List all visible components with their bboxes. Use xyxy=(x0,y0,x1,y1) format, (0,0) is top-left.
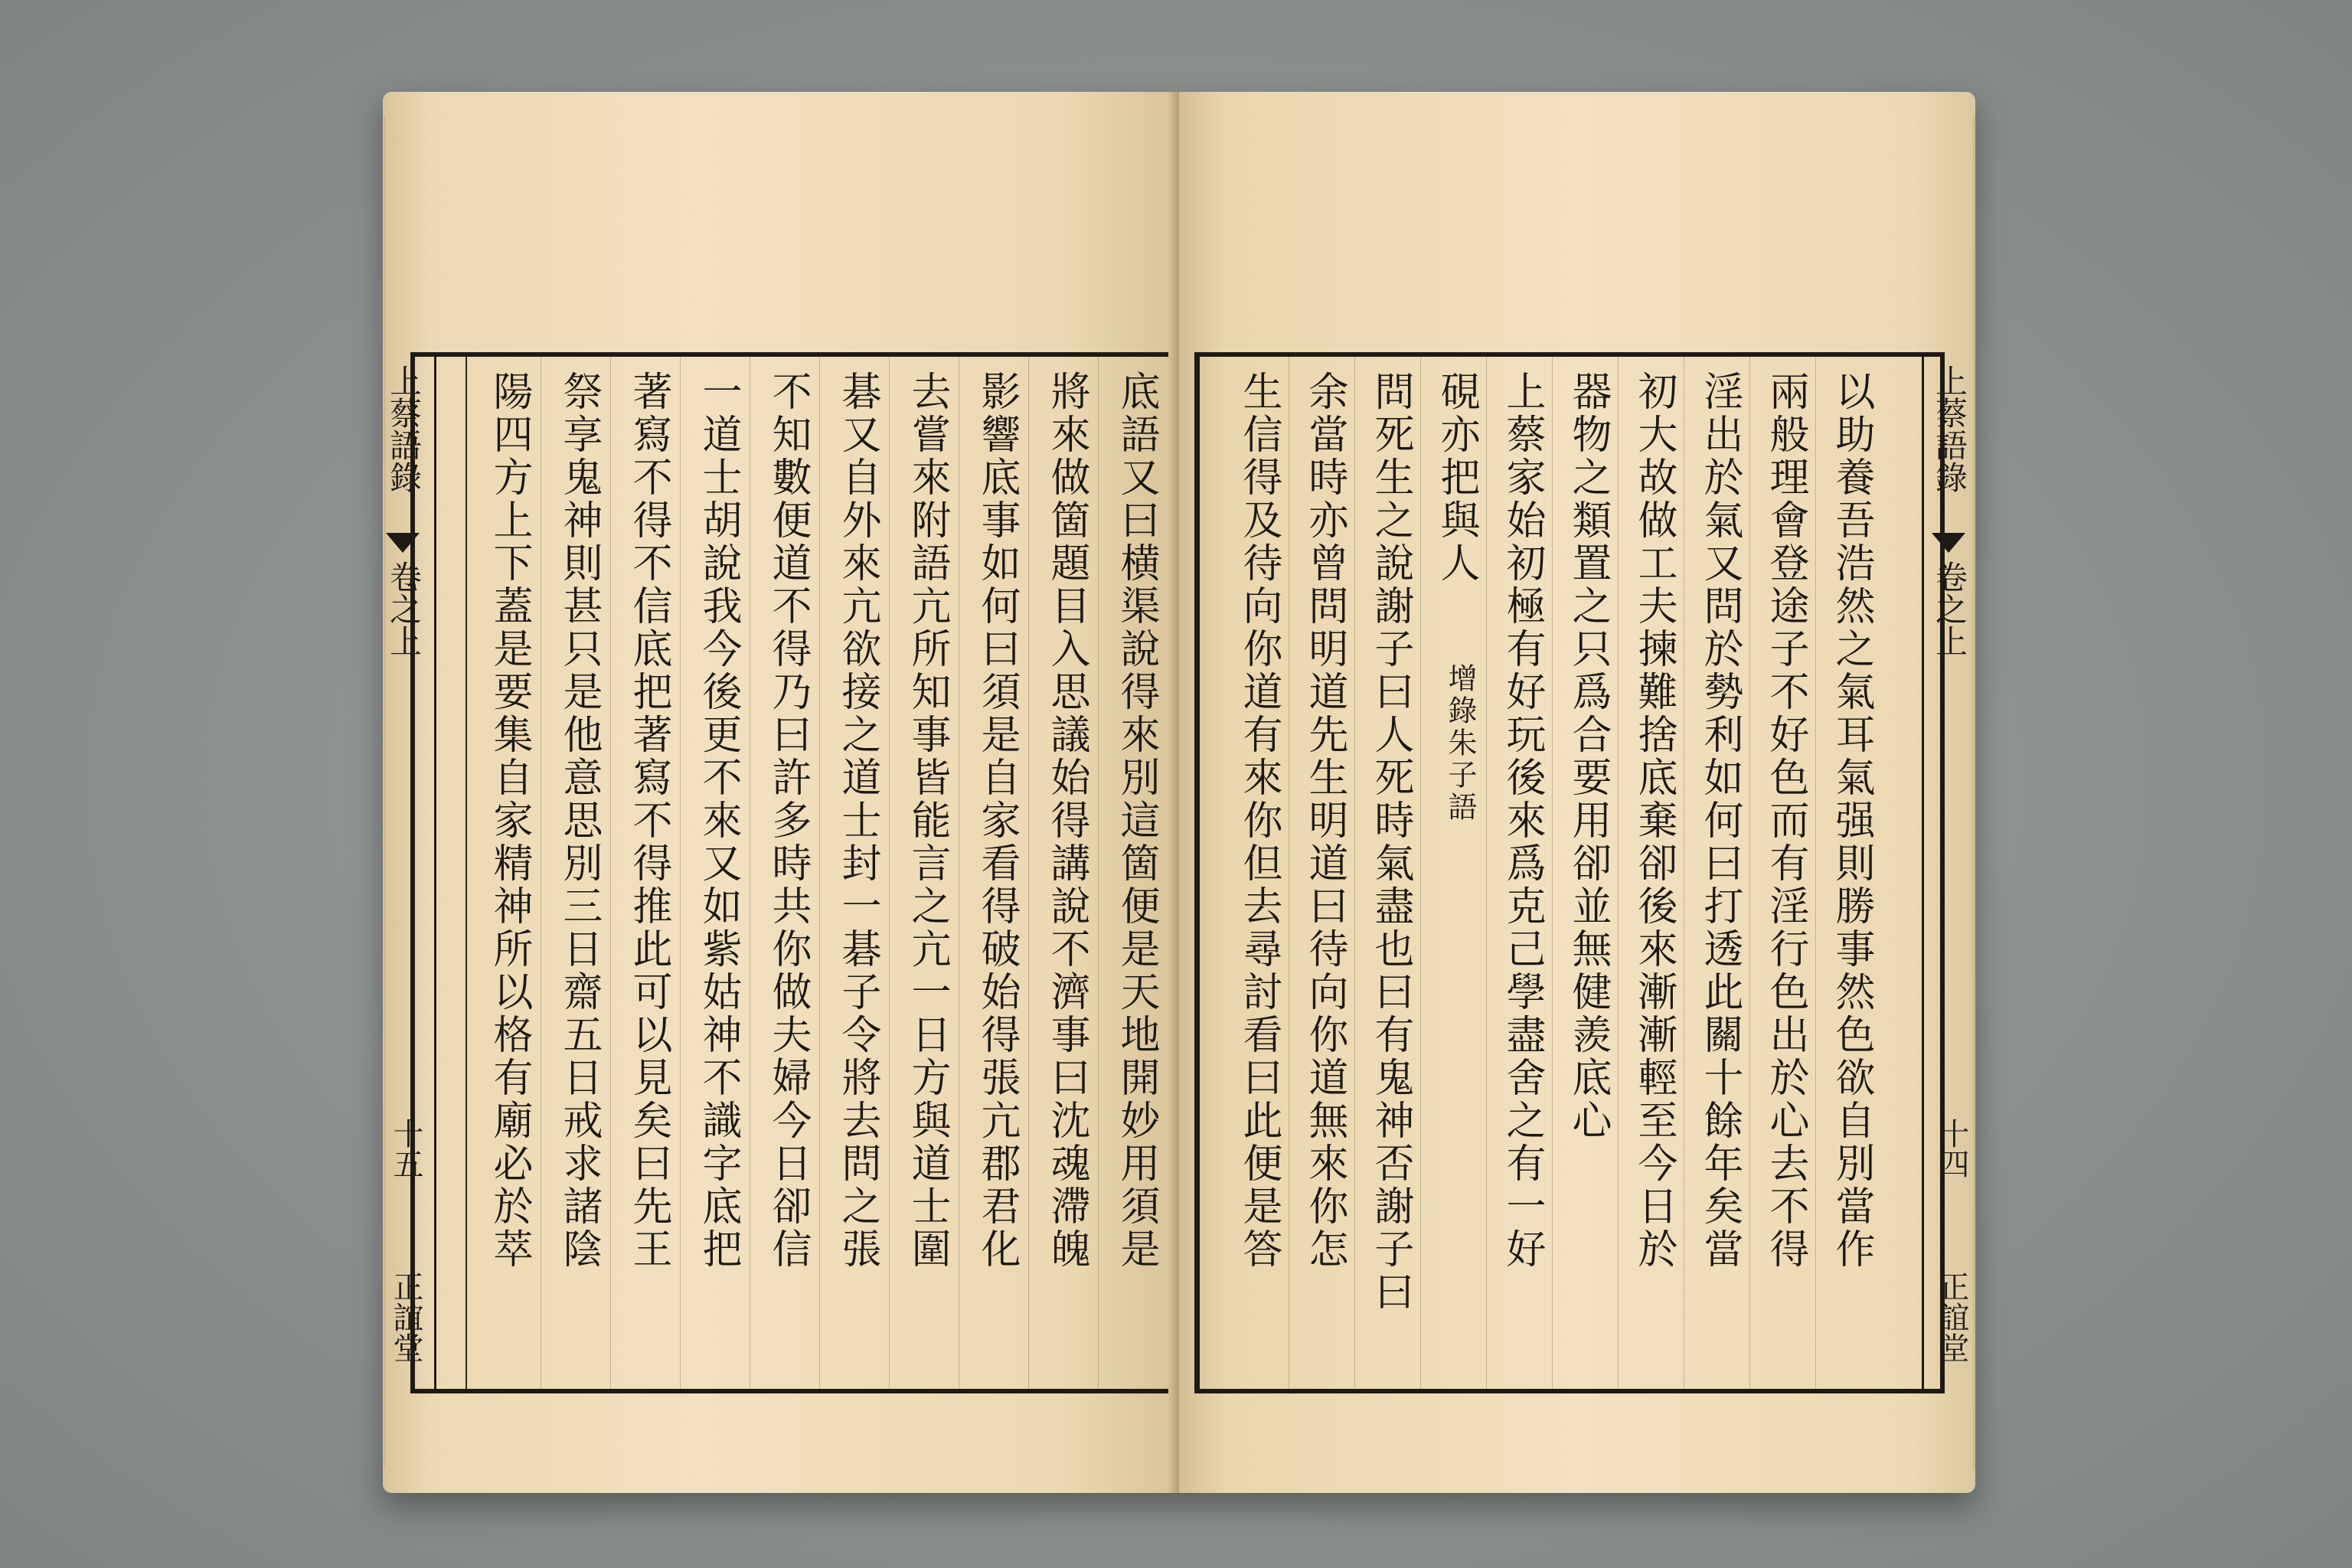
column-divider xyxy=(1420,357,1421,1389)
right-column-5: 器物之類置之只爲合要用卻並無健羨底心 xyxy=(1565,371,1611,1142)
left-column-6: 不知數便道不得乃曰許多時共你做夫婦今日卻信 xyxy=(765,371,811,1271)
left-banxin xyxy=(383,352,436,1393)
right-page-number: 十四 xyxy=(1934,1118,1969,1179)
right-column-9: 余當時亦曾問明道先生明道曰待向你道無來你怎 xyxy=(1302,371,1348,1271)
right-page xyxy=(1179,92,1975,1493)
right-text-frame xyxy=(1194,352,1945,1393)
column-divider xyxy=(889,357,890,1389)
right-column-1: 以助養吾浩然之氣耳氣强則勝事然色欲自別當作 xyxy=(1828,371,1874,1271)
left-page xyxy=(383,92,1179,1493)
left-column-9: 祭享鬼神則甚只是他意思別三日齋五日戒求諸陰 xyxy=(556,371,602,1271)
left-column-8: 著寫不得不信底把著寫不得推此可以見矣曰先王 xyxy=(626,371,671,1271)
column-divider xyxy=(1749,357,1750,1389)
column-divider xyxy=(680,357,681,1389)
left-column-7: 一道士胡說我今後更不來又如紫姑神不識字底把 xyxy=(695,371,741,1271)
right-column-7: 硯亦把與人 xyxy=(1433,371,1479,585)
right-banxin-volume: 卷之上 xyxy=(1931,560,1968,657)
right-small-note: 增錄朱子語 xyxy=(1443,663,1477,824)
column-divider xyxy=(1354,357,1355,1389)
left-banxin-title: 上蔡語錄 xyxy=(385,364,423,493)
right-column-10: 生信得及待向你道有來你但去尋討看曰此便是答 xyxy=(1236,371,1282,1271)
left-column-3: 影響底事如何曰須是自家看得破始得張亢郡君化 xyxy=(974,371,1020,1271)
right-banxin xyxy=(1922,352,1975,1393)
left-column-2: 將來做箇題目入思議始得講說不濟事曰沈魂滯魄 xyxy=(1044,371,1089,1271)
left-column-10: 陽四方上下蓋是要集自家精神所以格有廟必於萃 xyxy=(486,371,532,1271)
left-banxin-rule xyxy=(466,357,467,1389)
left-hall-name: 正誼堂 xyxy=(388,1271,423,1363)
column-divider xyxy=(1815,357,1816,1389)
left-column-5: 碁又自外來亢欲接之道士封一碁子令將去問之張 xyxy=(835,371,880,1271)
right-column-3: 淫出於氣又問於勢利如何曰打透此關十餘年矣當 xyxy=(1697,371,1743,1271)
left-text-frame xyxy=(410,352,1168,1393)
left-page-number: 十五 xyxy=(388,1118,423,1179)
column-divider xyxy=(610,357,611,1389)
fish-tail-mark xyxy=(1932,533,1965,553)
column-divider xyxy=(1028,357,1029,1389)
right-column-6: 上蔡家始初極有好玩後來爲克己學盡舍之有一好 xyxy=(1499,371,1545,1271)
left-column-4: 去嘗來附語亢所知事皆能言之亢一日方與道士圍 xyxy=(904,371,950,1271)
column-divider xyxy=(1552,357,1553,1389)
column-divider xyxy=(1618,357,1619,1389)
column-divider xyxy=(819,357,820,1389)
left-column-1: 底語又曰横渠說得來別這箇便是天地開妙用須是 xyxy=(1113,371,1159,1271)
right-column-8: 問死生之說謝子曰人死時氣盡也曰有鬼神否謝子曰 xyxy=(1367,371,1413,1314)
open-book xyxy=(383,92,1975,1493)
fish-tail-mark xyxy=(386,533,420,553)
left-banxin-volume: 卷之上 xyxy=(385,560,423,657)
right-column-2: 兩般理會登途子不好色而有淫行色出於心去不得 xyxy=(1762,371,1808,1271)
right-banxin-title: 上蔡語錄 xyxy=(1931,364,1968,493)
column-divider xyxy=(1486,357,1487,1389)
column-divider xyxy=(1098,357,1099,1389)
right-column-4: 初大故做工夫揀難捨底棄卻後來漸漸輕至今日於 xyxy=(1631,371,1677,1271)
right-hall-name: 正誼堂 xyxy=(1934,1271,1969,1363)
